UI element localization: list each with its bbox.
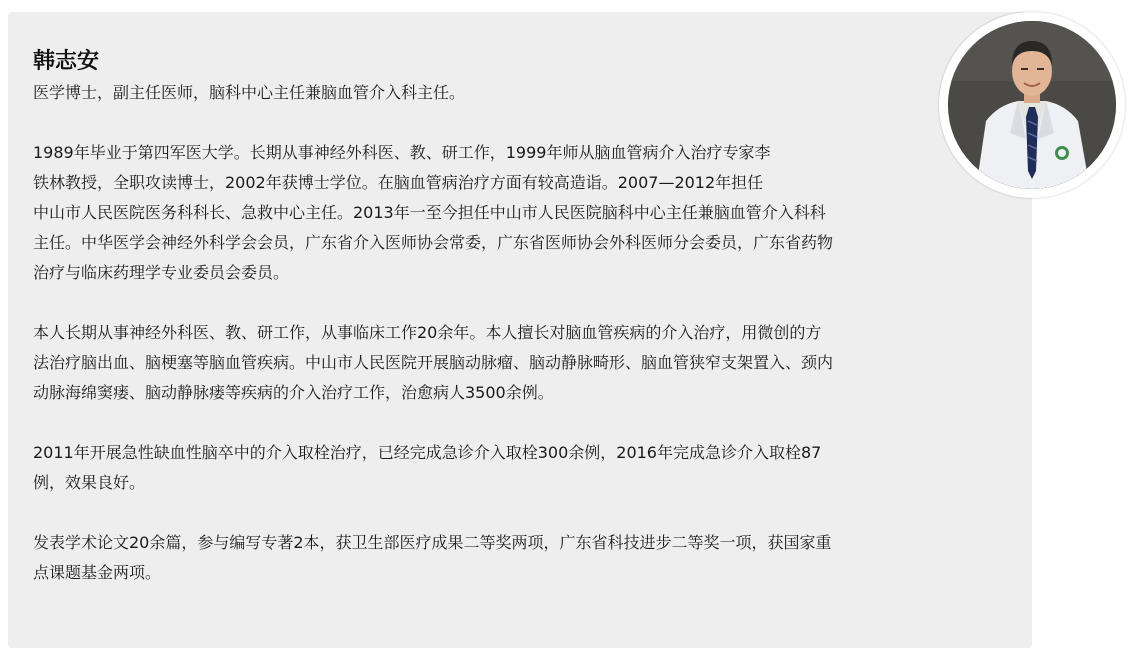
- bio-line: 2011年开展急性缺血性脑卒中的介入取栓治疗，已经完成急诊介入取栓300余例，2016年完成急诊介入取栓87: [33, 443, 822, 462]
- bio-paragraph-publications: [33, 528, 1033, 588]
- bio-line: 主任。中华医学会神经外科学会会员，广东省介入医师协会常委，广东省医师协会外科医师分会委员，广东省药物: [33, 233, 834, 252]
- doctor-title: 医学博士，副主任医师，脑科中心主任兼脑血管介入科主任。: [33, 83, 466, 102]
- doctor-portrait-image: [948, 21, 1116, 189]
- bio-line: 例，效果良好。: [33, 473, 146, 492]
- bio-paragraph-thrombectomy: [33, 438, 1033, 498]
- doctor-photo-frame: [939, 12, 1125, 198]
- bio-line: 法治疗脑出血、脑梗塞等脑血管疾病。中山市人民医院开展脑动脉瘤、脑动静脉畸形、脑血管狭窄支架置入、颈内: [33, 353, 834, 372]
- bio-line: 中山市人民医院医务科科长、急救中心主任。2013年一至今担任中山市人民医院脑科中心主任兼脑血管介入科科: [33, 203, 826, 222]
- bio-paragraph-specialty: [33, 318, 1033, 408]
- bio-line: 1989年毕业于第四军医大学。长期从事神经外科医、教、研工作，1999年师从脑血管病介入治疗专家李: [33, 143, 771, 162]
- doctor-photo: [948, 21, 1116, 189]
- profile-content: [33, 46, 1033, 588]
- doctor-profile-card: [8, 12, 1032, 648]
- bio-line: 动脉海绵窦瘘、脑动静脉瘘等疾病的介入治疗工作，治愈病人3500余例。: [33, 383, 554, 402]
- bio-line: 铁林教授，全职攻读博士，2002年获博士学位。在脑血管病治疗方面有较高造诣。2007—2012年担任: [33, 173, 764, 192]
- bio-line: 本人长期从事神经外科医、教、研工作，从事临床工作20余年。本人擅长对脑血管疾病的介入治疗，用微创的方: [33, 323, 822, 342]
- bio-line: 发表学术论文20余篇，参与编写专著2本，获卫生部医疗成果二等奖两项，广东省科技进步二等奖一项，获国家重: [33, 533, 832, 552]
- doctor-name: 韩志安: [33, 49, 100, 74]
- bio-paragraph-education: [33, 138, 1033, 288]
- bio-line: 点课题基金两项。: [33, 563, 162, 582]
- bio-line: 治疗与临床药理学专业委员会委员。: [33, 263, 290, 282]
